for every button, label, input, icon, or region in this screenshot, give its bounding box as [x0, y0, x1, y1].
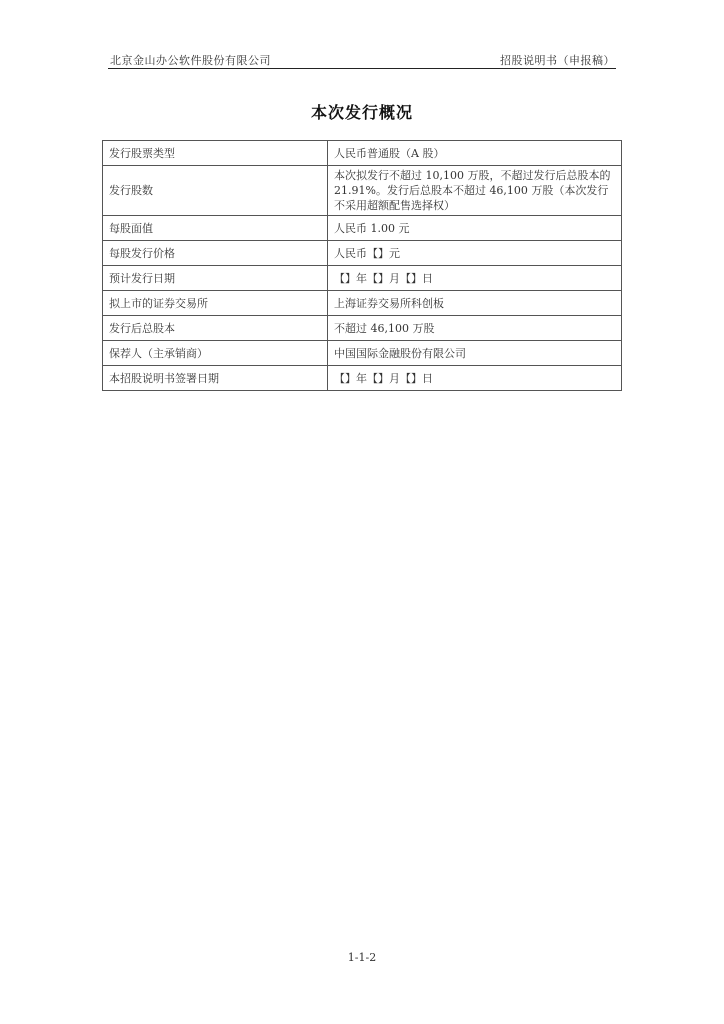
row-value: 不超过 46,100 万股	[328, 316, 622, 341]
row-label: 发行后总股本	[103, 316, 328, 341]
row-value: 【】年【】月【】日	[328, 266, 622, 291]
row-label: 拟上市的证券交易所	[103, 291, 328, 316]
table-row	[103, 216, 622, 241]
row-value: 本次拟发行不超过 10,100 万股，不超过发行后总股本的 21.91%。发行后总股本不超过 46,100 万股（本次发行不采用超额配售选择权）	[328, 166, 622, 216]
table-row	[103, 166, 622, 216]
page-title: 本次发行概况	[310, 103, 413, 122]
table-row	[103, 141, 622, 166]
row-label: 预计发行日期	[103, 266, 328, 291]
row-value: 人民币普通股（A 股）	[328, 141, 622, 166]
table-row	[103, 341, 622, 366]
header-document-type: 招股说明书（申报稿）	[500, 54, 615, 67]
row-label: 发行股票类型	[103, 141, 328, 166]
page-number: 1-1-2	[347, 951, 377, 964]
row-label: 发行股数	[103, 166, 328, 216]
row-value: 中国国际金融股份有限公司	[328, 341, 622, 366]
table-row	[103, 266, 622, 291]
row-value: 人民币【】元	[328, 241, 622, 266]
table-row	[103, 316, 622, 341]
row-label: 每股发行价格	[103, 241, 328, 266]
row-value: 【】年【】月【】日	[328, 366, 622, 391]
row-value: 人民币 1.00 元	[328, 216, 622, 241]
row-value: 上海证券交易所科创板	[328, 291, 622, 316]
row-label: 保荐人（主承销商）	[103, 341, 328, 366]
table-row	[103, 241, 622, 266]
offering-overview-table	[102, 140, 622, 391]
header-company-name: 北京金山办公软件股份有限公司	[110, 54, 271, 67]
header-divider	[108, 68, 616, 69]
row-label: 每股面值	[103, 216, 328, 241]
table-row	[103, 291, 622, 316]
row-label: 本招股说明书签署日期	[103, 366, 328, 391]
table-row	[103, 366, 622, 391]
